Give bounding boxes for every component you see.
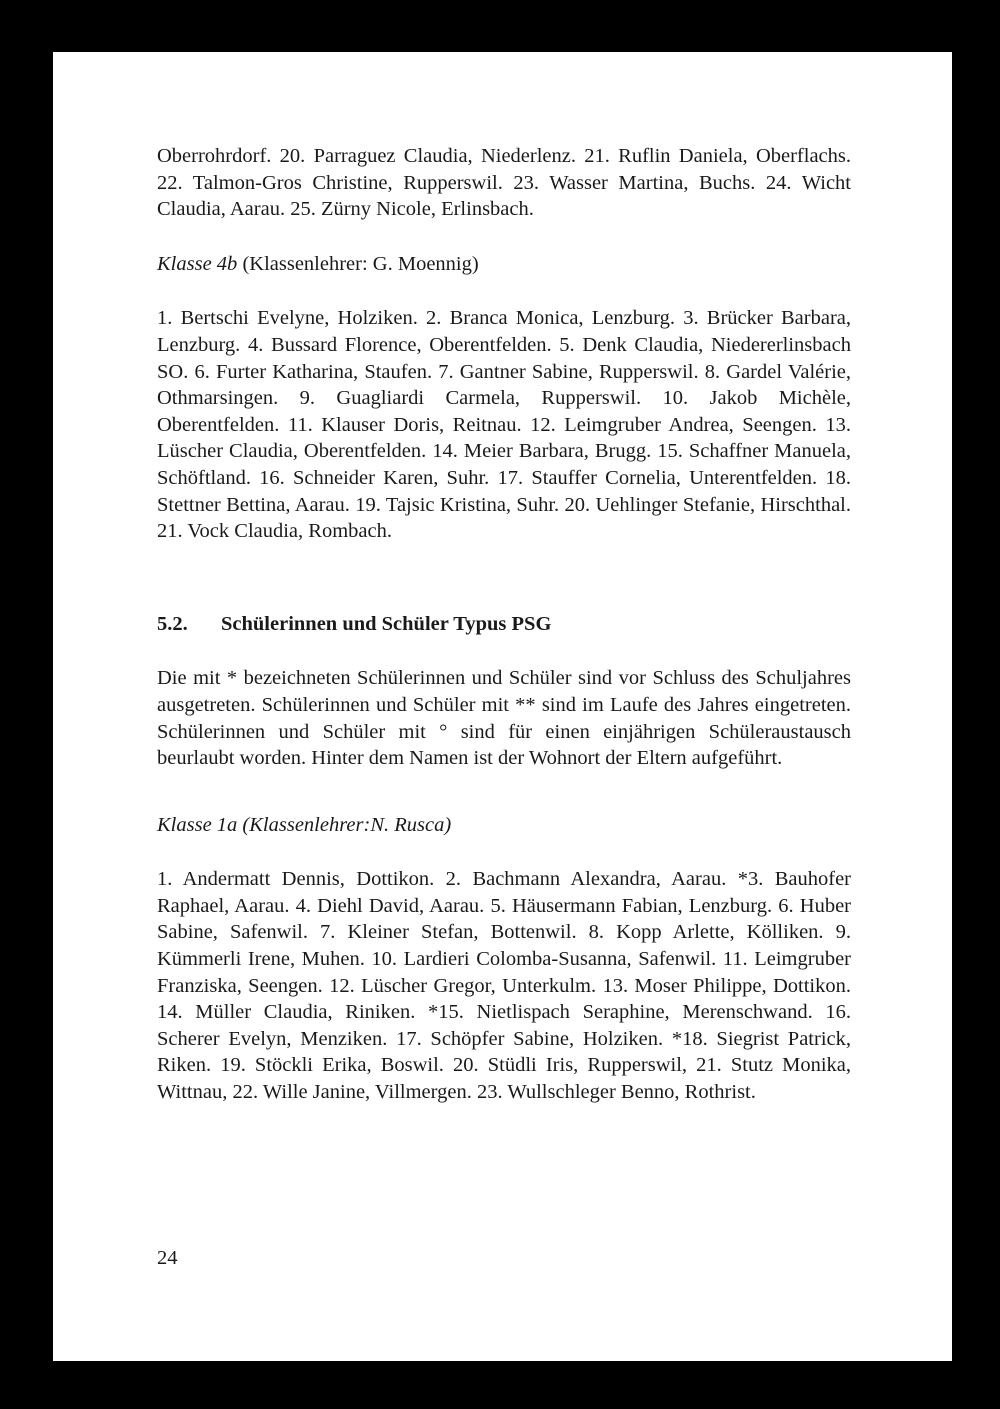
class-4b-heading (157, 251, 851, 278)
class-4b-students: 1. Bertschi Evelyne, Holziken. 2. Branca Monica, Lenzburg. 3. Brücker Barbara, Lenzburg. 4. Bussard Florence, Oberentfelden. 5. Denk Claudia, Niedererlinsbach SO. 6. Furter Katharina, Staufen. 7. Gantner Sabine, Rupperswil. 8. Gardel Valérie, Othmarsingen. 9. Guagliardi Carmela, Rupperswil. 10. Jakob Michèle, Oberentfelden. 11. Klauser Doris, Reitnau. 12. Leimgruber Andrea, Seengen. 13. Lüscher Claudia, Oberentfelden. 14. Meier Barbara, Brugg. 15. Schaffner Manuela, Schöftland. 16. Schneider Karen, Suhr. 17. Stauffer Cornelia, Unterentfelden. 18. Stettner Bettina, Aarau. 19. Tajsic Kristina, Suhr. 20. Uehlinger Stefanie, Hirschthal. 21. Vock Claudia, Rombach. (157, 307, 851, 543)
page-content (157, 143, 851, 1106)
class-4b-teacher: (Klassenlehrer: G. Moennig) (242, 252, 479, 275)
document-page (53, 52, 952, 1361)
class-1a-students: 1. Andermatt Dennis, Dottikon. 2. Bachmann Alexandra, Aarau. *3. Bauhofer Raphael, Aarau. 4. Diehl David, Aarau. 5. Häusermann Fabian, Lenzburg. 6. Huber Sabine, Safenwil. 7. Kleiner Stefan, Bottenwil. 8. Kopp Arlette, Kölliken. 9. Kümmerli Irene, Muhen. 10. Lardieri Colomba-Susanna, Safenwil. 11. Leimgruber Franziska, Seengen. 12. Lüscher Gregor, Unterkulm. 13. Moser Philippe, Dottikon. 14. Müller Claudia, Riniken. *15. Nietlispach Seraphine, Merenschwand. 16. Scherer Evelyn, Menziken. 17. Schöpfer Sabine, Holziken. *18. Siegrist Patrick, Riken. 19. Stöckli Erika, Boswil. 20. Stüdli Iris, Rupperswil, 21. Stutz Monika, Wittnau, 22. Wille Janine, Villmergen. 23. Wullschleger Benno, Rothrist. (157, 868, 851, 1104)
intro-paragraph: Oberrohrdorf. 20. Parraguez Claudia, Niederlenz. 21. Ruflin Daniela, Oberflachs. 22. Talmon-Gros Christine, Rupperswil. 23. Wasser Martina, Buchs. 24. Wicht Claudia, Aarau. 25. Zürny Nicole, Erlinsbach. (157, 145, 851, 221)
section-number: 5.2. (157, 612, 188, 635)
page-number: 24 (157, 1247, 178, 1269)
section-title: Schülerinnen und Schüler Typus PSG (221, 612, 552, 635)
class-4b-label: Klasse 4b (157, 252, 238, 275)
section-description: Die mit * bezeichneten Schülerinnen und Schüler sind vor Schluss des Schuljahres ausgetreten. Schülerinnen und Schüler mit ** sind im Laufe des Jahres eingetreten. Schülerinnen und Schüler mit ° sind für einen einjährigen Schüleraustausch beurlaubt worden. Hinter dem Namen ist der Wohnort der Eltern aufgeführt. (157, 667, 851, 770)
class-1a-label: Klasse 1a (Klassenlehrer:N. Rusca) (157, 813, 452, 836)
class-1a-heading (157, 812, 851, 839)
section-heading (157, 611, 851, 638)
